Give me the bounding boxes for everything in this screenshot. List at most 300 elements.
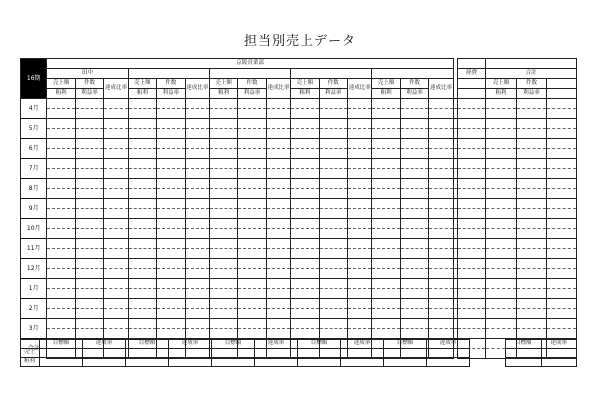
data-cell	[486, 159, 516, 169]
footer-row-label-0: 売上	[21, 349, 40, 358]
data-cell	[547, 189, 577, 199]
footer-data-cell	[212, 349, 255, 358]
data-cell	[372, 189, 400, 199]
data-cell	[348, 159, 372, 169]
data-cell	[348, 199, 372, 209]
data-cell	[209, 109, 237, 119]
data-cell	[457, 239, 485, 249]
data-cell	[104, 259, 128, 269]
total-targets-table	[505, 339, 577, 367]
data-cell	[266, 289, 290, 299]
data-cell	[457, 149, 485, 159]
data-cell	[400, 299, 428, 309]
data-cell	[238, 229, 266, 239]
cost-sub-cell-2	[457, 89, 485, 99]
data-cell	[238, 319, 266, 329]
data-cell	[457, 139, 485, 149]
data-cell	[457, 269, 485, 279]
total-count-header: 件数	[516, 79, 546, 89]
data-cell	[457, 199, 485, 209]
data-cell	[266, 199, 290, 209]
data-cell	[486, 279, 516, 289]
data-cell	[372, 299, 400, 309]
data-cell	[128, 199, 156, 209]
data-cell	[75, 279, 103, 289]
data-cell	[291, 159, 319, 169]
data-cell	[291, 129, 319, 139]
data-cell	[400, 289, 428, 299]
data-cell	[238, 119, 266, 129]
data-cell	[319, 169, 347, 179]
data-cell	[47, 239, 75, 249]
data-cell	[486, 309, 516, 319]
data-cell	[516, 109, 546, 119]
data-cell	[47, 139, 75, 149]
data-cell	[547, 109, 577, 119]
data-cell	[238, 99, 266, 109]
profit-rate-header: 利益率	[75, 89, 103, 99]
data-cell	[400, 259, 428, 269]
data-cell	[47, 159, 75, 169]
data-cell	[429, 269, 454, 279]
data-cell	[238, 109, 266, 119]
data-cell	[209, 209, 237, 219]
data-cell	[547, 169, 577, 179]
gross-profit-header: 粗利	[128, 89, 156, 99]
data-cell	[157, 279, 185, 289]
data-cell	[547, 289, 577, 299]
data-cell	[486, 239, 516, 249]
person-name-1	[128, 69, 209, 79]
data-cell	[75, 269, 103, 279]
data-cell	[185, 259, 209, 269]
data-cell	[457, 279, 485, 289]
data-cell	[266, 149, 290, 159]
data-cell	[209, 189, 237, 199]
data-cell	[547, 239, 577, 249]
cost-label: 経費	[457, 69, 485, 79]
data-cell	[429, 129, 454, 139]
month-label-5: 9月	[21, 199, 47, 219]
data-cell	[348, 219, 372, 229]
data-cell	[429, 249, 454, 259]
data-cell	[400, 119, 428, 129]
data-cell	[291, 299, 319, 309]
data-cell	[319, 149, 347, 159]
data-cell	[75, 299, 103, 309]
data-cell	[238, 199, 266, 209]
data-cell	[486, 289, 516, 299]
data-cell	[47, 259, 75, 269]
data-cell	[429, 289, 454, 299]
data-cell	[238, 149, 266, 159]
data-cell	[266, 259, 290, 269]
data-cell	[104, 179, 128, 189]
data-cell	[486, 119, 516, 129]
data-cell	[486, 199, 516, 209]
data-cell	[104, 299, 128, 309]
data-cell	[75, 99, 103, 109]
data-cell	[75, 199, 103, 209]
data-cell	[104, 239, 128, 249]
data-cell	[104, 139, 128, 149]
data-cell	[209, 129, 237, 139]
data-cell	[185, 149, 209, 159]
data-cell	[238, 189, 266, 199]
data-cell	[400, 209, 428, 219]
data-cell	[372, 169, 400, 179]
data-cell	[486, 189, 516, 199]
data-cell	[185, 239, 209, 249]
data-cell	[400, 139, 428, 149]
target-header: 目標額	[506, 340, 542, 349]
data-cell	[104, 319, 128, 329]
count-header: 件数	[400, 79, 428, 89]
data-cell	[429, 239, 454, 249]
month-label-12: 合計	[21, 339, 47, 359]
footer-data-cell	[298, 358, 341, 367]
data-cell	[291, 289, 319, 299]
month-label-0: 4月	[21, 99, 47, 119]
data-cell	[47, 279, 75, 289]
data-cell	[75, 179, 103, 189]
data-cell	[319, 129, 347, 139]
data-cell	[128, 99, 156, 109]
data-cell	[516, 169, 546, 179]
data-cell	[516, 279, 546, 289]
data-cell	[266, 109, 290, 119]
data-cell	[516, 329, 546, 339]
target-header: 目標額	[40, 340, 83, 349]
data-cell	[185, 319, 209, 329]
data-cell	[157, 179, 185, 189]
data-cell	[429, 319, 454, 329]
data-cell	[238, 159, 266, 169]
data-cell	[348, 119, 372, 129]
sales-header: 売上額	[128, 79, 156, 89]
footer-row-label-1: 粗利	[21, 358, 40, 367]
data-cell	[128, 249, 156, 259]
person-name-2	[209, 69, 290, 79]
data-cell	[516, 149, 546, 159]
data-cell	[266, 169, 290, 179]
month-label-3: 7月	[21, 159, 47, 179]
data-cell	[547, 229, 577, 239]
data-cell	[266, 329, 290, 339]
data-cell	[516, 289, 546, 299]
data-cell	[266, 209, 290, 219]
data-cell	[157, 189, 185, 199]
data-cell	[266, 299, 290, 309]
data-cell	[238, 259, 266, 269]
data-cell	[185, 199, 209, 209]
data-cell	[185, 309, 209, 319]
data-cell	[516, 119, 546, 129]
profit-rate-header: 利益率	[157, 89, 185, 99]
total-sales-header: 売上額	[486, 79, 516, 89]
data-cell	[348, 169, 372, 179]
data-cell	[319, 139, 347, 149]
total-top-cell	[486, 59, 577, 69]
data-cell	[547, 149, 577, 159]
data-cell	[157, 219, 185, 229]
data-cell	[486, 149, 516, 159]
data-cell	[104, 119, 128, 129]
data-cell	[47, 319, 75, 329]
data-cell	[266, 159, 290, 169]
data-cell	[319, 279, 347, 289]
data-cell	[400, 159, 428, 169]
data-cell	[348, 109, 372, 119]
data-cell	[157, 249, 185, 259]
data-cell	[185, 99, 209, 109]
data-cell	[547, 279, 577, 289]
data-cell	[291, 239, 319, 249]
data-cell	[400, 229, 428, 239]
data-cell	[75, 169, 103, 179]
data-cell	[157, 159, 185, 169]
sales-table	[20, 58, 577, 359]
data-cell	[516, 249, 546, 259]
data-cell	[128, 269, 156, 279]
data-cell	[547, 119, 577, 129]
footer-data-cell	[83, 349, 126, 358]
rate-header: 達成率	[169, 340, 212, 349]
data-cell	[547, 139, 577, 149]
footer-data-cell	[341, 358, 384, 367]
data-cell	[104, 109, 128, 119]
data-cell	[372, 239, 400, 249]
data-cell	[75, 229, 103, 239]
data-cell	[238, 309, 266, 319]
data-cell	[104, 159, 128, 169]
data-cell	[486, 139, 516, 149]
data-cell	[209, 169, 237, 179]
data-cell	[372, 249, 400, 259]
data-cell	[319, 249, 347, 259]
data-cell	[209, 319, 237, 329]
data-cell	[372, 139, 400, 149]
footer-data-cell	[506, 349, 542, 358]
data-cell	[486, 109, 516, 119]
data-cell	[47, 199, 75, 209]
data-cell	[547, 199, 577, 209]
data-cell	[128, 159, 156, 169]
data-cell	[157, 109, 185, 119]
total-label: 合計	[486, 69, 577, 79]
data-cell	[457, 189, 485, 199]
cost-top-cell	[457, 59, 485, 69]
data-cell	[400, 249, 428, 259]
rate-header: 達成率	[255, 340, 298, 349]
data-cell	[547, 269, 577, 279]
footer-label-blank	[21, 340, 40, 349]
data-cell	[429, 119, 454, 129]
data-cell	[185, 329, 209, 339]
data-cell	[157, 129, 185, 139]
footer-data-cell	[255, 349, 298, 358]
data-cell	[547, 309, 577, 319]
data-cell	[266, 189, 290, 199]
data-cell	[238, 289, 266, 299]
month-label-10: 2月	[21, 299, 47, 319]
data-cell	[47, 329, 75, 339]
sales-header: 売上額	[372, 79, 400, 89]
data-cell	[400, 319, 428, 329]
data-cell	[291, 119, 319, 129]
data-cell	[400, 169, 428, 179]
data-cell	[348, 289, 372, 299]
data-cell	[104, 199, 128, 209]
data-cell	[104, 329, 128, 339]
footer-data-cell	[83, 358, 126, 367]
data-cell	[348, 299, 372, 309]
data-cell	[348, 139, 372, 149]
data-cell	[319, 109, 347, 119]
data-cell	[128, 309, 156, 319]
count-header: 件数	[319, 79, 347, 89]
data-cell	[104, 149, 128, 159]
target-header: 目標額	[384, 340, 427, 349]
footer-data-cell	[169, 349, 212, 358]
data-cell	[291, 219, 319, 229]
data-cell	[266, 179, 290, 189]
data-cell	[457, 179, 485, 189]
data-cell	[319, 179, 347, 189]
month-label-2: 6月	[21, 139, 47, 159]
targets-panel	[20, 339, 470, 367]
data-cell	[457, 99, 485, 109]
sales-header: 売上額	[291, 79, 319, 89]
data-cell	[457, 249, 485, 259]
data-cell	[47, 109, 75, 119]
data-cell	[457, 109, 485, 119]
month-label-9: 1月	[21, 279, 47, 299]
data-cell	[266, 119, 290, 129]
data-cell	[47, 149, 75, 159]
total-blank-header	[547, 79, 577, 89]
total-gross-header: 粗利	[486, 89, 516, 99]
data-cell	[348, 229, 372, 239]
profit-rate-header: 利益率	[238, 89, 266, 99]
data-cell	[291, 249, 319, 259]
data-cell	[128, 209, 156, 219]
data-cell	[75, 249, 103, 259]
data-cell	[486, 319, 516, 329]
footer-data-cell	[384, 358, 427, 367]
data-cell	[128, 299, 156, 309]
data-cell	[429, 209, 454, 219]
footer-data-cell	[255, 358, 298, 367]
data-cell	[209, 279, 237, 289]
data-cell	[372, 219, 400, 229]
data-cell	[209, 119, 237, 129]
data-cell	[429, 99, 454, 109]
data-cell	[319, 119, 347, 129]
data-cell	[348, 309, 372, 319]
data-cell	[400, 309, 428, 319]
person-name-0: 田中	[47, 69, 128, 79]
data-cell	[128, 149, 156, 159]
data-cell	[457, 329, 485, 339]
data-cell	[238, 219, 266, 229]
data-cell	[104, 209, 128, 219]
data-cell	[372, 149, 400, 159]
data-cell	[291, 309, 319, 319]
data-cell	[75, 219, 103, 229]
data-cell	[209, 259, 237, 269]
data-cell	[104, 269, 128, 279]
data-cell	[348, 319, 372, 329]
data-cell	[238, 239, 266, 249]
data-cell	[75, 319, 103, 329]
data-cell	[348, 329, 372, 339]
data-cell	[348, 129, 372, 139]
data-cell	[47, 269, 75, 279]
data-cell	[266, 129, 290, 139]
data-cell	[128, 229, 156, 239]
data-cell	[47, 249, 75, 259]
month-label-6: 10月	[21, 219, 47, 239]
gross-profit-header: 粗利	[291, 89, 319, 99]
data-cell	[291, 109, 319, 119]
data-cell	[157, 149, 185, 159]
data-cell	[457, 299, 485, 309]
count-header: 件数	[238, 79, 266, 89]
achievement-header: 達成比率	[266, 79, 290, 99]
data-cell	[516, 159, 546, 169]
data-cell	[209, 149, 237, 159]
data-cell	[516, 229, 546, 239]
data-cell	[486, 209, 516, 219]
data-cell	[291, 189, 319, 199]
month-label-8: 12月	[21, 259, 47, 279]
data-cell	[348, 149, 372, 159]
data-cell	[104, 99, 128, 109]
data-cell	[400, 189, 428, 199]
data-cell	[372, 309, 400, 319]
data-cell	[547, 159, 577, 169]
data-cell	[47, 179, 75, 189]
data-cell	[429, 159, 454, 169]
data-cell	[400, 199, 428, 209]
data-cell	[128, 239, 156, 249]
data-cell	[128, 109, 156, 119]
data-cell	[75, 119, 103, 129]
data-cell	[185, 219, 209, 229]
data-cell	[429, 139, 454, 149]
data-cell	[348, 99, 372, 109]
data-cell	[75, 289, 103, 299]
footer-data-cell	[541, 358, 577, 367]
data-cell	[547, 99, 577, 109]
data-cell	[400, 179, 428, 189]
data-cell	[157, 169, 185, 179]
data-cell	[238, 169, 266, 179]
data-cell	[185, 249, 209, 259]
data-cell	[457, 169, 485, 179]
sales-header: 売上額	[47, 79, 75, 89]
target-header: 目標額	[298, 340, 341, 349]
data-cell	[47, 219, 75, 229]
data-cell	[516, 299, 546, 309]
data-cell	[291, 279, 319, 289]
data-cell	[372, 229, 400, 239]
data-cell	[319, 319, 347, 329]
department-cell: 京阪営業部	[47, 59, 453, 69]
data-cell	[185, 279, 209, 289]
data-cell	[429, 309, 454, 319]
